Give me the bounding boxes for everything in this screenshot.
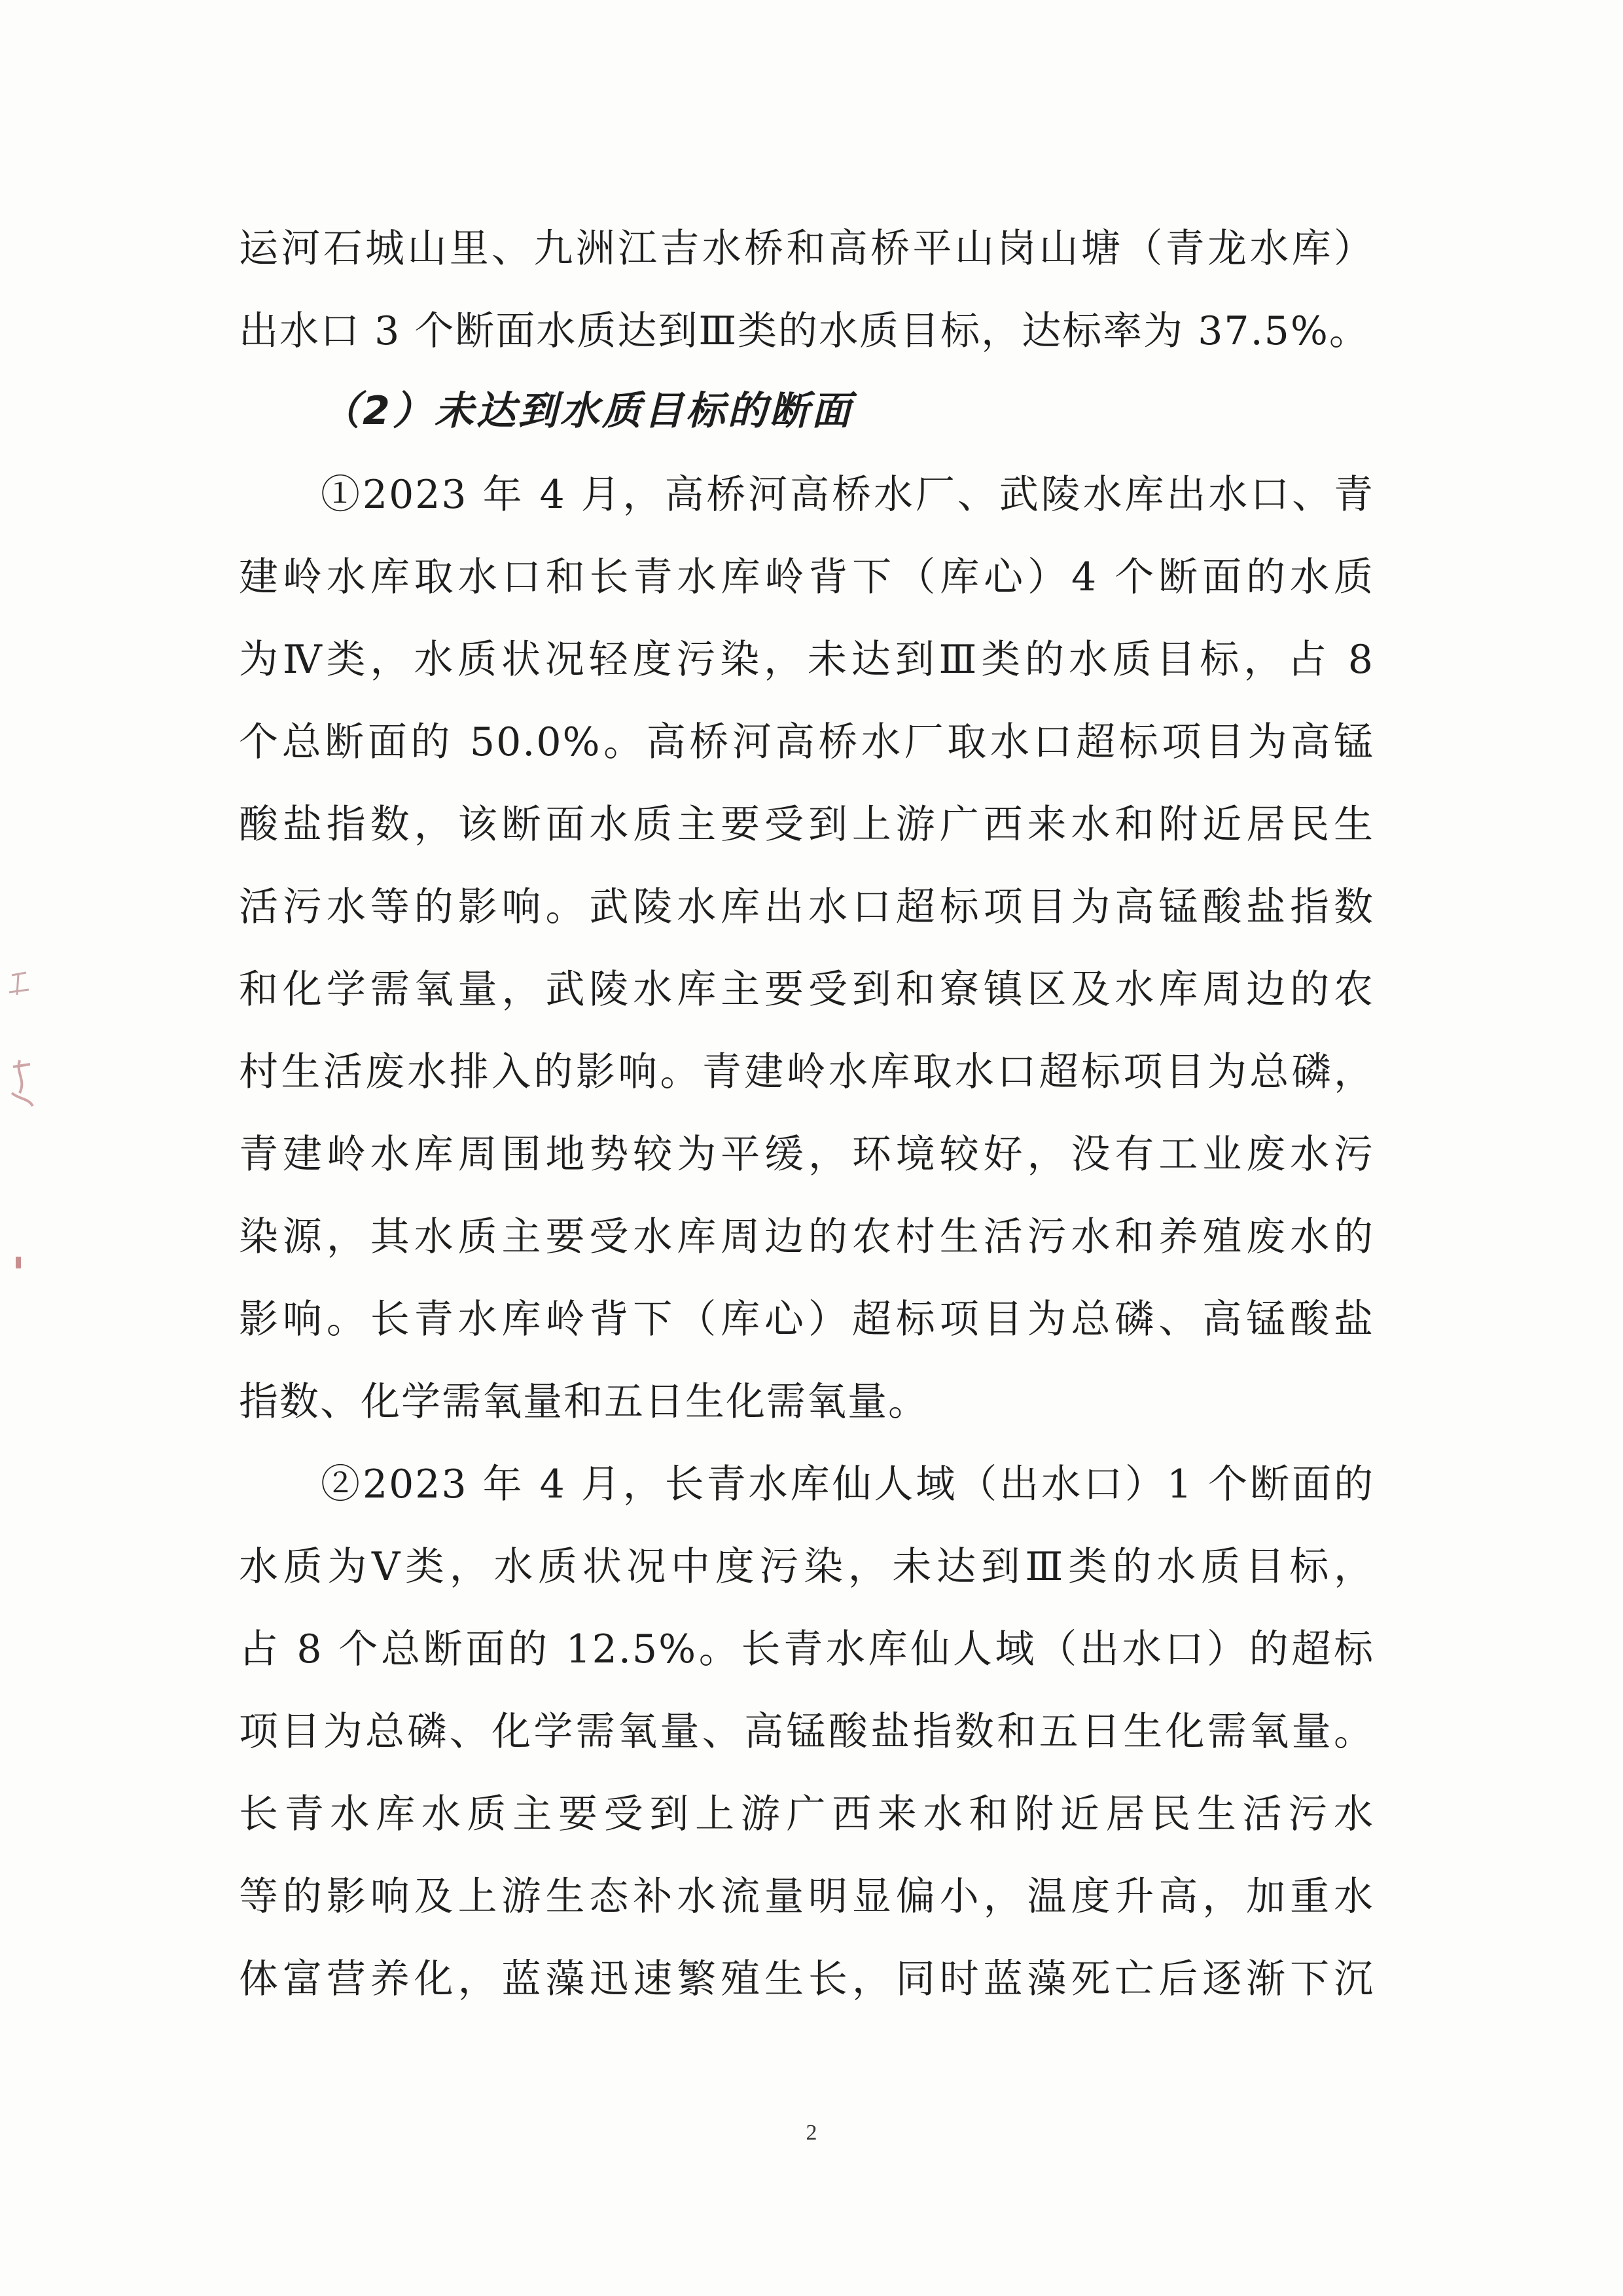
- paragraph-1-line-9: 青建岭水库周围地势较为平缓，环境较好，没有工业废水污: [239, 1132, 1374, 1177]
- paragraph-1-line-1: ①2023 年 4 月，高桥河高桥水厂、武陵水库出水口、青: [321, 472, 1374, 518]
- paragraph-1-line-10: 染源，其水质主要受水库周边的农村生活污水和养殖废水的: [239, 1214, 1374, 1260]
- paragraph-1-line-6: 活污水等的影响。武陵水库出水口超标项目为高锰酸盐指数: [239, 884, 1374, 930]
- paragraph-1-line-8: 村生活废水排入的影响。青建岭水库取水口超标项目为总磷，: [239, 1049, 1374, 1095]
- paragraph-1-line-11: 影响。长青水库岭背下（库心）超标项目为总磷、高锰酸盐: [239, 1297, 1374, 1342]
- paragraph-2-line-5: 长青水库水质主要受到上游广西来水和附近居民生活污水: [239, 1791, 1374, 1837]
- paragraph-2-line-6: 等的影响及上游生态补水流量明显偏小，温度升高，加重水: [239, 1874, 1374, 1920]
- paragraph-1-line-2: 建岭水库取水口和长青水库岭背下（库心）4 个断面的水质: [239, 554, 1374, 600]
- body-line-2: 出水口 3 个断面水质达到Ⅲ类的水质目标，达标率为 37.5%。: [239, 308, 1370, 354]
- paragraph-1-line-3: 为Ⅳ类，水质状况轻度污染，未达到Ⅲ类的水质目标，占 8: [239, 637, 1374, 683]
- binding-marks-icon: [0, 969, 52, 1283]
- paragraph-1-line-4: 个总断面的 50.0%。高桥河高桥水厂取水口超标项目为高锰: [239, 719, 1374, 765]
- section-heading: （2）未达到水质目标的断面: [321, 388, 853, 434]
- paragraph-2-line-7: 体富营养化，蓝藻迅速繁殖生长，同时蓝藻死亡后逐渐下沉: [239, 1956, 1374, 2002]
- paragraph-2-line-1: ②2023 年 4 月，长青水库仙人域（出水口）1 个断面的: [321, 1462, 1374, 1507]
- paragraph-1-line-7: 和化学需氧量，武陵水库主要受到和寮镇区及水库周边的农: [239, 967, 1374, 1013]
- paragraph-2-line-2: 水质为Ⅴ类，水质状况中度污染，未达到Ⅲ类的水质目标，: [239, 1544, 1374, 1590]
- paragraph-1-line-5: 酸盐指数，该断面水质主要受到上游广西来水和附近居民生: [239, 802, 1374, 848]
- paragraph-2-line-3: 占 8 个总断面的 12.5%。长青水库仙人域（出水口）的超标: [239, 1626, 1374, 1672]
- paragraph-1-line-12: 指数、化学需氧量和五日生化需氧量。: [239, 1379, 929, 1425]
- paragraph-2-line-4: 项目为总磷、化学需氧量、高锰酸盐指数和五日生化需氧量。: [239, 1709, 1374, 1755]
- page-number: 2: [806, 2121, 817, 2145]
- body-line-1: 运河石城山里、九洲江吉水桥和高桥平山岗山塘（青龙水库）: [239, 226, 1374, 272]
